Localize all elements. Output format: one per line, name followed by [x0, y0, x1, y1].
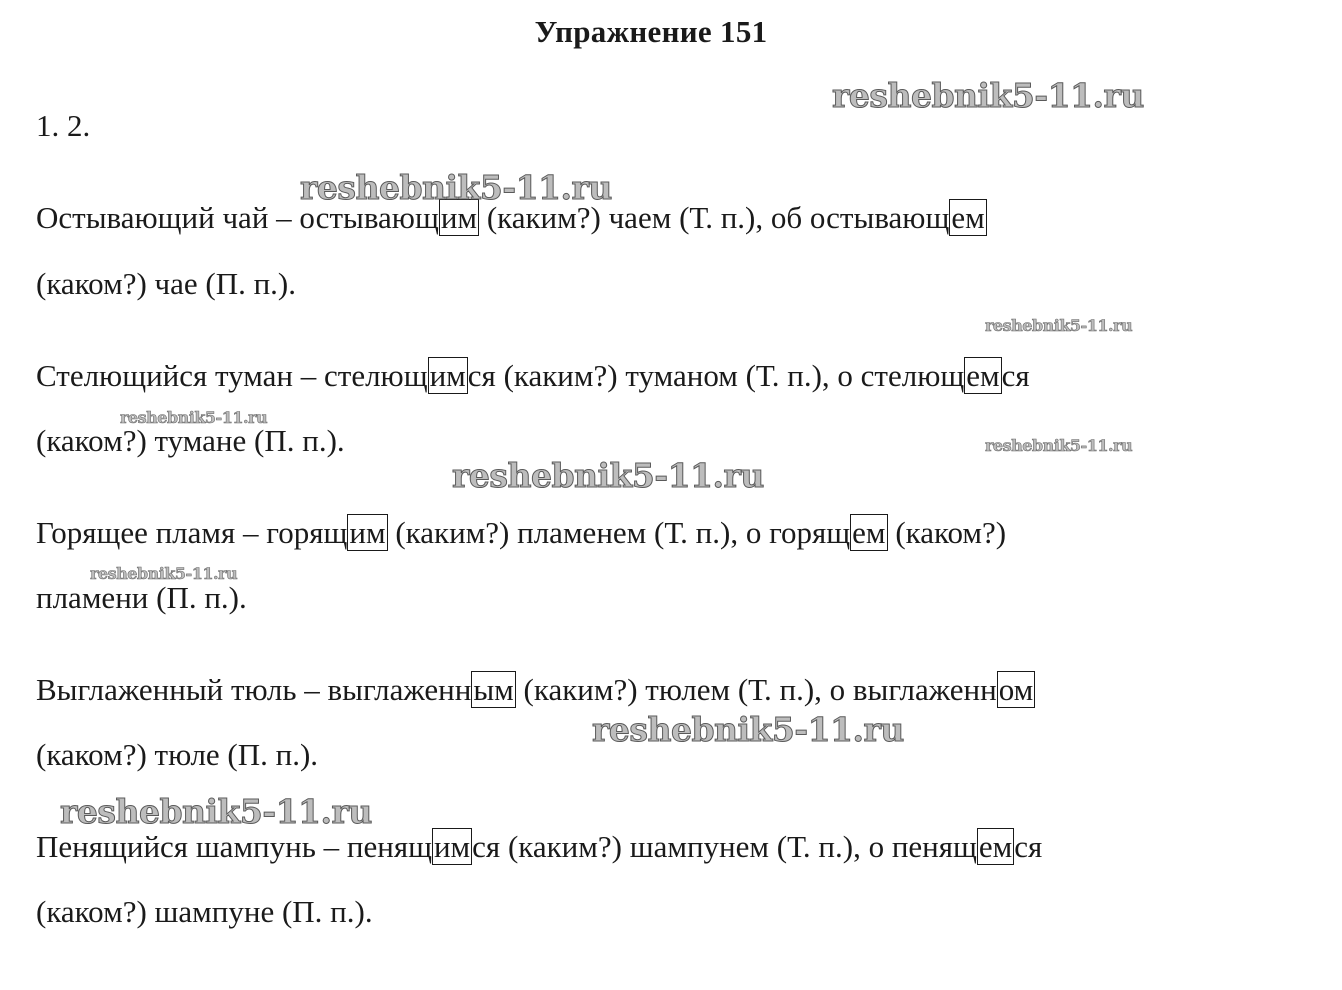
ending-box: им — [429, 358, 466, 393]
watermark: reshebnik5-11.ru — [832, 76, 1144, 115]
text-segment: ся (каким?) шампунем (Т. п.), о пенящ — [472, 829, 977, 864]
watermark: reshebnik5-11.ru — [985, 436, 1133, 455]
entry-5-line-1 — [36, 827, 1042, 867]
entry-1-line-1 — [36, 198, 987, 238]
text-segment: ся — [1014, 829, 1043, 864]
entry-5-line-2: (каком?) шампуне (П. п.). — [36, 894, 373, 929]
entry-4-line-1 — [36, 670, 1035, 710]
text-segment: (каком?) — [887, 515, 1007, 550]
ending-box: им — [440, 200, 478, 235]
task-number: 1. 2. — [36, 108, 91, 143]
watermark: reshebnik5-11.ru — [592, 710, 904, 749]
watermark: reshebnik5-11.ru — [300, 168, 612, 207]
text-segment: Остывающий чай – остывающ — [36, 200, 439, 235]
entry-2-line-2: (каком?) тумане (П. п.). — [36, 423, 345, 458]
ending-box: ем — [966, 358, 1000, 393]
ending-box: им — [433, 829, 471, 864]
entry-2-line-1 — [36, 356, 1030, 396]
text-segment: ся — [1001, 358, 1030, 393]
watermark: reshebnik5-11.ru — [60, 792, 372, 831]
entry-1-line-2: (каком?) чае (П. п.). — [36, 266, 297, 301]
text-segment: Стелющийся туман – стелющ — [36, 358, 428, 393]
exercise-title: Упражнение 151 — [534, 14, 768, 49]
ending-box: ом — [998, 672, 1034, 707]
text-segment: (каким?) тюлем (Т. п.), о выглаженн — [515, 672, 997, 707]
text-segment: (каким?) чаем (Т. п.), об остывающ — [479, 200, 950, 235]
text-segment: Пенящийся шампунь – пенящ — [36, 829, 432, 864]
ending-box: ым — [473, 672, 514, 707]
entry-4-line-2: (каком?) тюле (П. п.). — [36, 737, 319, 772]
text-segment: ся (каким?) туманом (Т. п.), о стелющ — [467, 358, 965, 393]
watermark: reshebnik5-11.ru — [120, 408, 268, 427]
ending-box: ем — [951, 200, 985, 235]
entry-3-line-2: пламени (П. п.). — [36, 580, 247, 615]
text-segment: (каким?) пламенем (Т. п.), о горящ — [387, 515, 851, 550]
text-segment: Выглаженный тюль – выглаженн — [36, 672, 472, 707]
watermark: reshebnik5-11.ru — [90, 564, 238, 583]
watermark: reshebnik5-11.ru — [985, 316, 1133, 335]
text-segment: Горящее пламя – горящ — [36, 515, 348, 550]
ending-box: им — [349, 515, 386, 550]
entry-3-line-1 — [36, 513, 1006, 553]
watermark: reshebnik5-11.ru — [452, 456, 764, 495]
ending-box: ем — [978, 829, 1013, 864]
ending-box: ем — [852, 515, 886, 550]
